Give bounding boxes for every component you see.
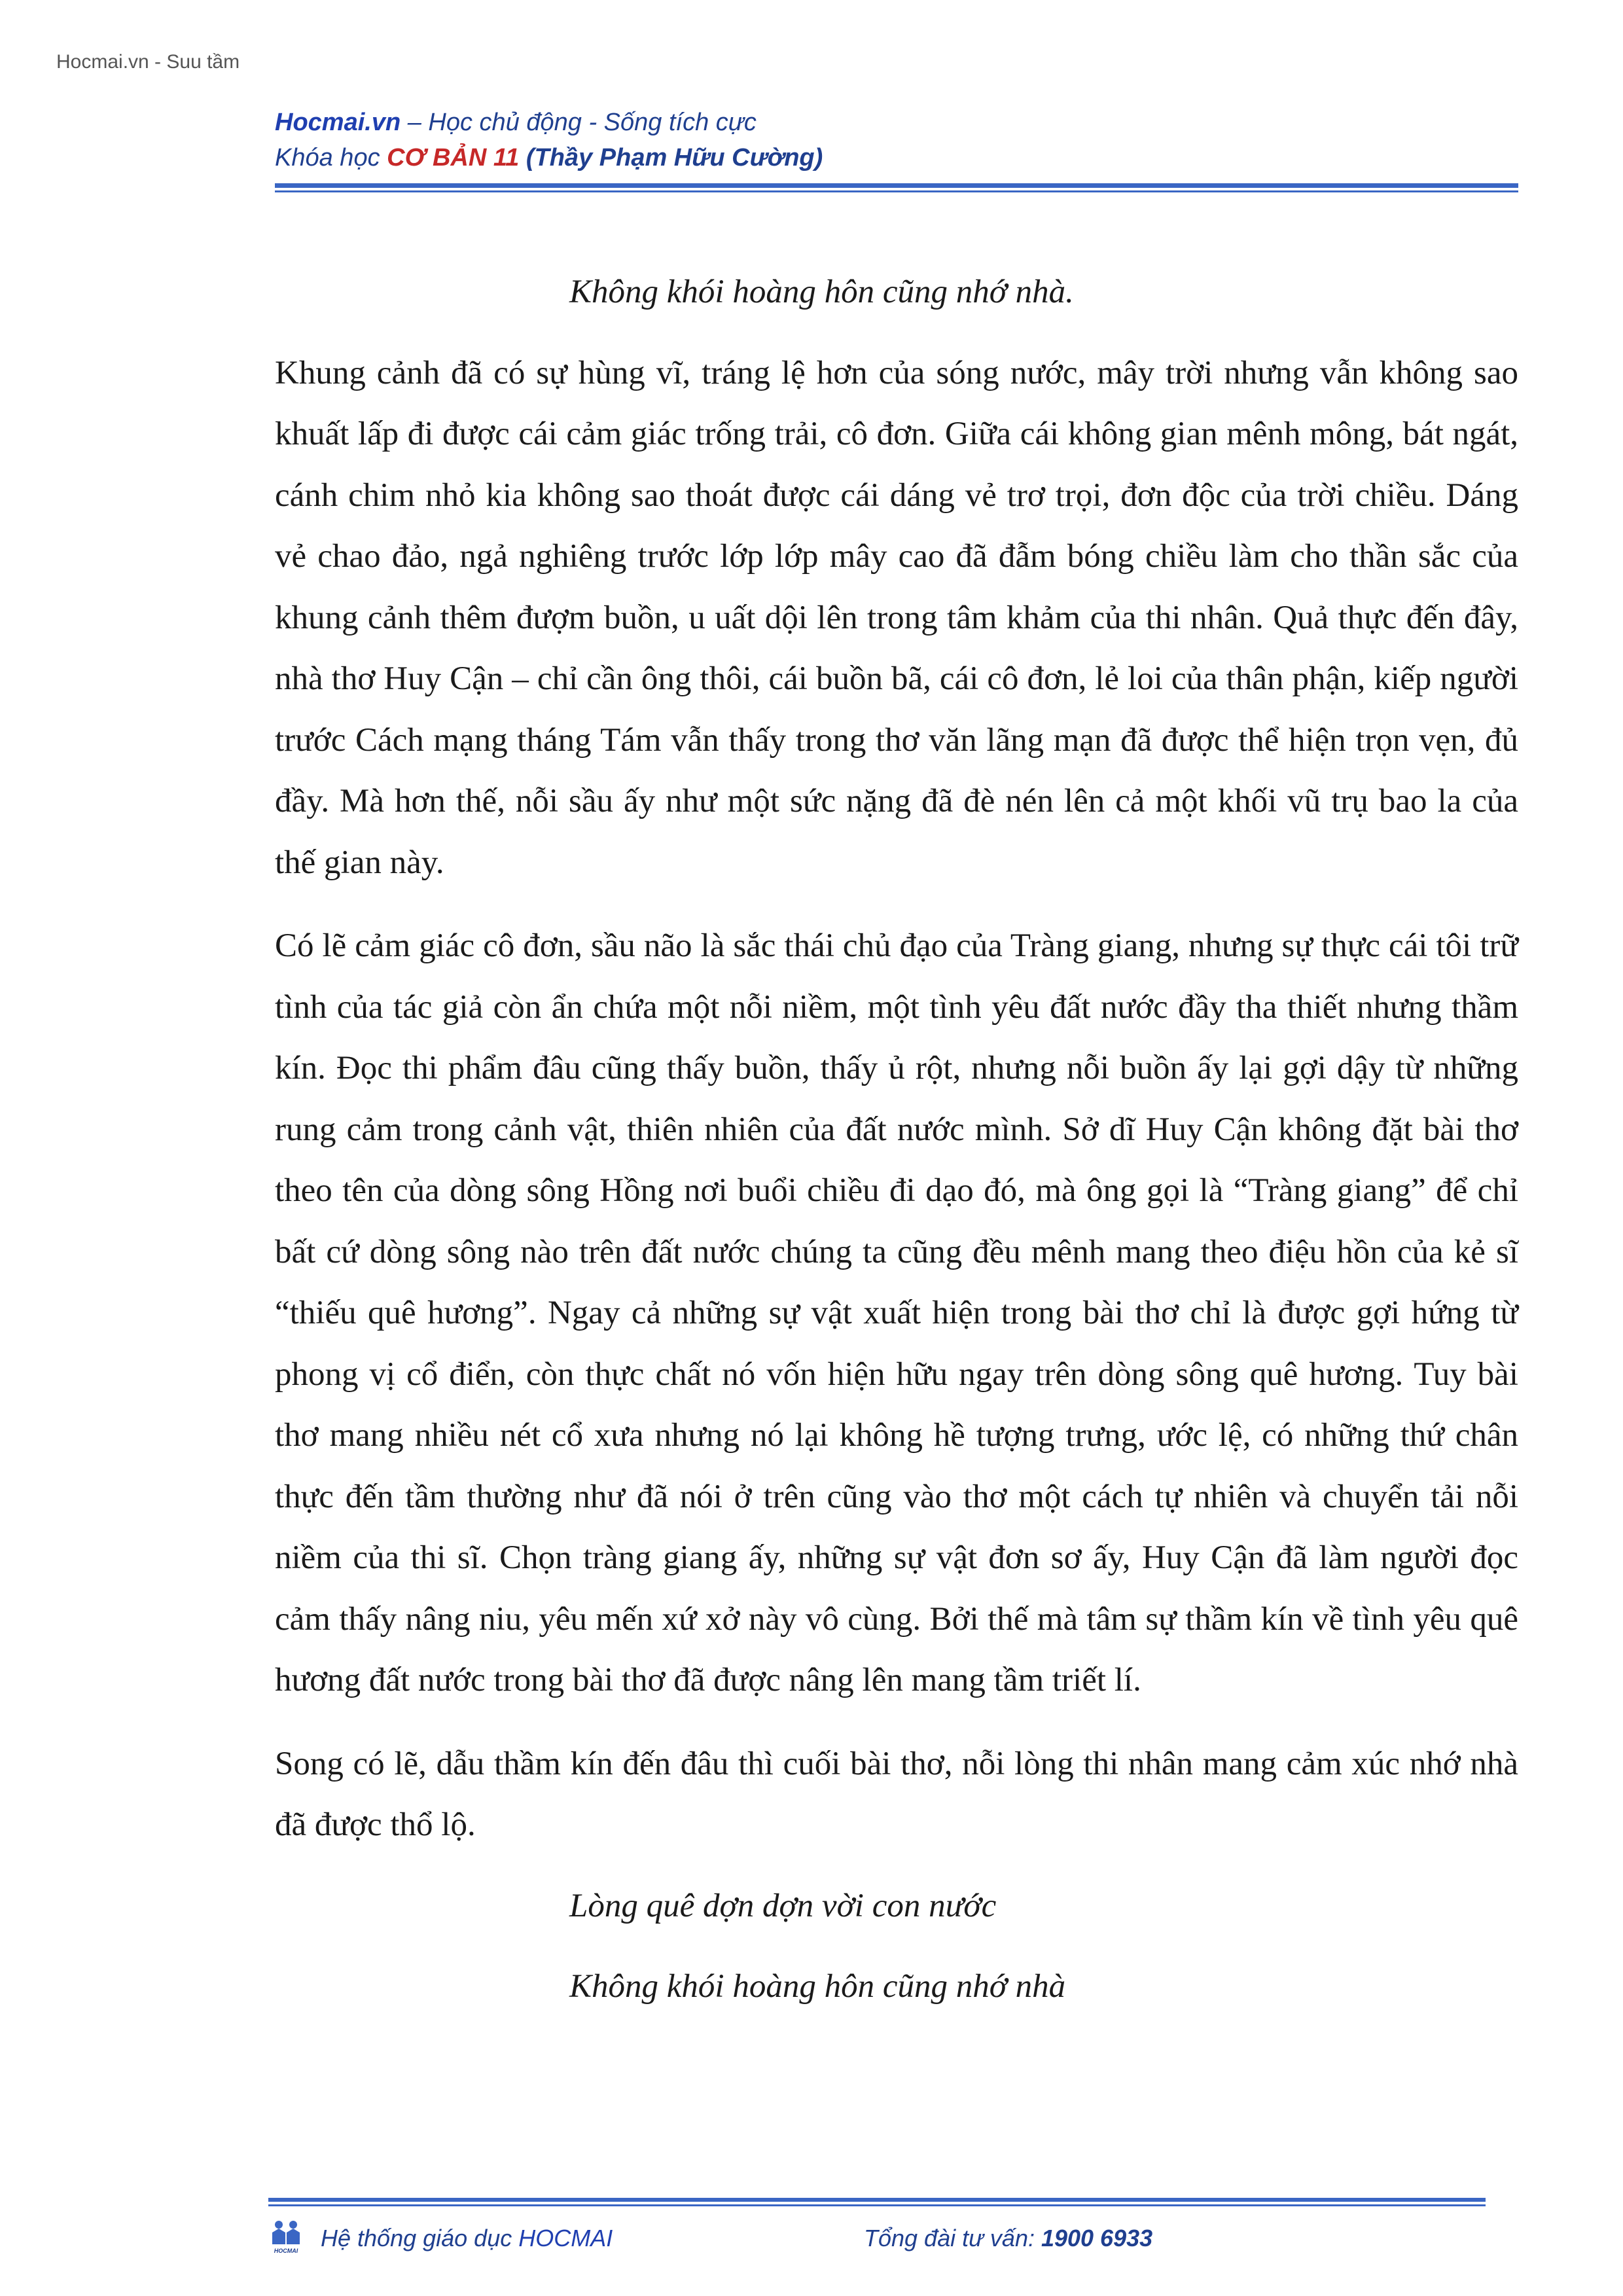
footer-right-text [864, 2225, 1152, 2252]
hotline-number: 1900 6933 [1041, 2225, 1153, 2251]
page-header [275, 105, 1518, 192]
verse-line-2: Không khói hoàng hôn cũng nhớ nhà [569, 1968, 1066, 2005]
verse-top: Không khói hoàng hôn cũng nhớ nhà. [569, 274, 1074, 310]
teacher-name: (Thầy Phạm Hữu Cường) [519, 144, 823, 171]
verse-line-1: Lòng quê dợn dợn vời con nước [569, 1887, 997, 1924]
footer-row [268, 2218, 1486, 2257]
header-line-2 [275, 140, 1518, 175]
footer-hotline-prefix: Tổng đài tư vấn: [864, 2225, 1041, 2251]
logo-text: HOCMAI [274, 2248, 298, 2254]
paragraph-2: Có lẽ cảm giác cô đơn, sầu não là sắc thái chủ đạo của Tràng giang, nhưng sự thực cái tôi trữ tình của tác giả còn ẩn chứa một nỗi niềm, một tình yêu đất nước đầy tha thiết nhưng thầm kín. Đọc thi phẩm đâu cũng thấy buồn, thấy ủ rột, nhưng nỗi buồn ấy lại gợi dậy từ những rung cảm trong cảnh vật, thiên nhiên của đất nước mình. Sở dĩ Huy Cận không đặt bài thơ theo tên của dòng sông Hồng nơi buổi chiều đi dạo đó, mà ông gọi là “Tràng giang” để chỉ bất cứ dòng sông nào trên đất nước chúng ta cũng đều mênh mang theo điệu hồn của kẻ sĩ “thiếu quê hương”. Ngay cả những sự vật xuất hiện trong bài thơ chỉ là được gợi hứng từ phong vị cổ điển, còn thực chất nó vốn hiện hữu ngay trên dòng sông quê hương. Tuy bài thơ mang nhiều nét cổ xưa nhưng nó lại không hề tượng trưng, ước lệ, có những thứ chân thực đến tầm thường như đã nói ở trên cũng vào thơ một cách tự nhiên và chuyển tải nỗi niềm của thi sĩ. Chọn tràng giang ấy, những sự vật đơn sơ ấy, Huy Cận đã làm người đọc cảm thấy nâng niu, yêu mến xứ xở này vô cùng. Bởi thế mà tâm sự thầm kín về tình yêu quê hương đất nước trong bài thơ đã được nâng lên mang tầm triết lí. [275, 927, 1518, 1698]
paragraph-3: Song có lẽ, dẫu thầm kín đến đâu thì cuối bài thơ, nỗi lòng thi nhân mang cảm xúc nhớ nhà đã được thổ lộ. [275, 1745, 1518, 1843]
tagline: – Học chủ động - Sống tích cực [401, 109, 757, 136]
footer-rule-thick [268, 2198, 1486, 2202]
footer-hocmai-name: HOCMAI [518, 2225, 613, 2251]
document-body [275, 262, 1518, 2018]
course-name: CƠ BẢN 11 [387, 144, 520, 171]
footer-rule-thin [268, 2204, 1486, 2206]
hocmai-logo-icon [268, 2218, 305, 2255]
header-line-1 [275, 105, 1518, 140]
course-prefix: Khóa học [275, 144, 387, 171]
paragraph-1: Khung cảnh đã có sự hùng vĩ, tráng lệ hơn của sóng nước, mây trời nhưng vẫn không sao khuất lấp đi được cái cảm giác trống trải, cô đơn. Giữa cái không gian mênh mông, bát ngát, cánh chim nhỏ kia không sao thoát được cái dáng vẻ trơ trọi, đơn độc của trời chiều. Dáng vẻ chao đảo, ngả nghiêng trước lớp lớp mây cao đã đẫm bóng chiều làm cho thần sắc của khung cảnh thêm đượm buồn, u uất dội lên trong tâm khảm của thi nhân. Quả thực đến đây, nhà thơ Huy Cận – chỉ cần ông thôi, cái buồn bã, cái cô đơn, lẻ loi của thân phận, kiếp người trước Cách mạng tháng Tám vẫn thấy trong thơ văn lãng mạn đã được thể hiện trọn vẹn, đủ đầy. Mà hơn thế, nỗi sầu ấy như một sức nặng đã đè nén lên cả một khối vũ trụ bao la của thế gian này. [275, 354, 1518, 881]
page-footer [268, 2198, 1486, 2257]
watermark-text: Hocmai.vn - Suu tầm [56, 51, 240, 73]
header-rule-thin [275, 190, 1518, 192]
header-rule-thick [275, 183, 1518, 188]
brand-name: Hocmai.vn [275, 109, 401, 136]
footer-left-prefix: Hệ thống giáo dục [321, 2225, 519, 2251]
footer-left-text [321, 2225, 613, 2252]
